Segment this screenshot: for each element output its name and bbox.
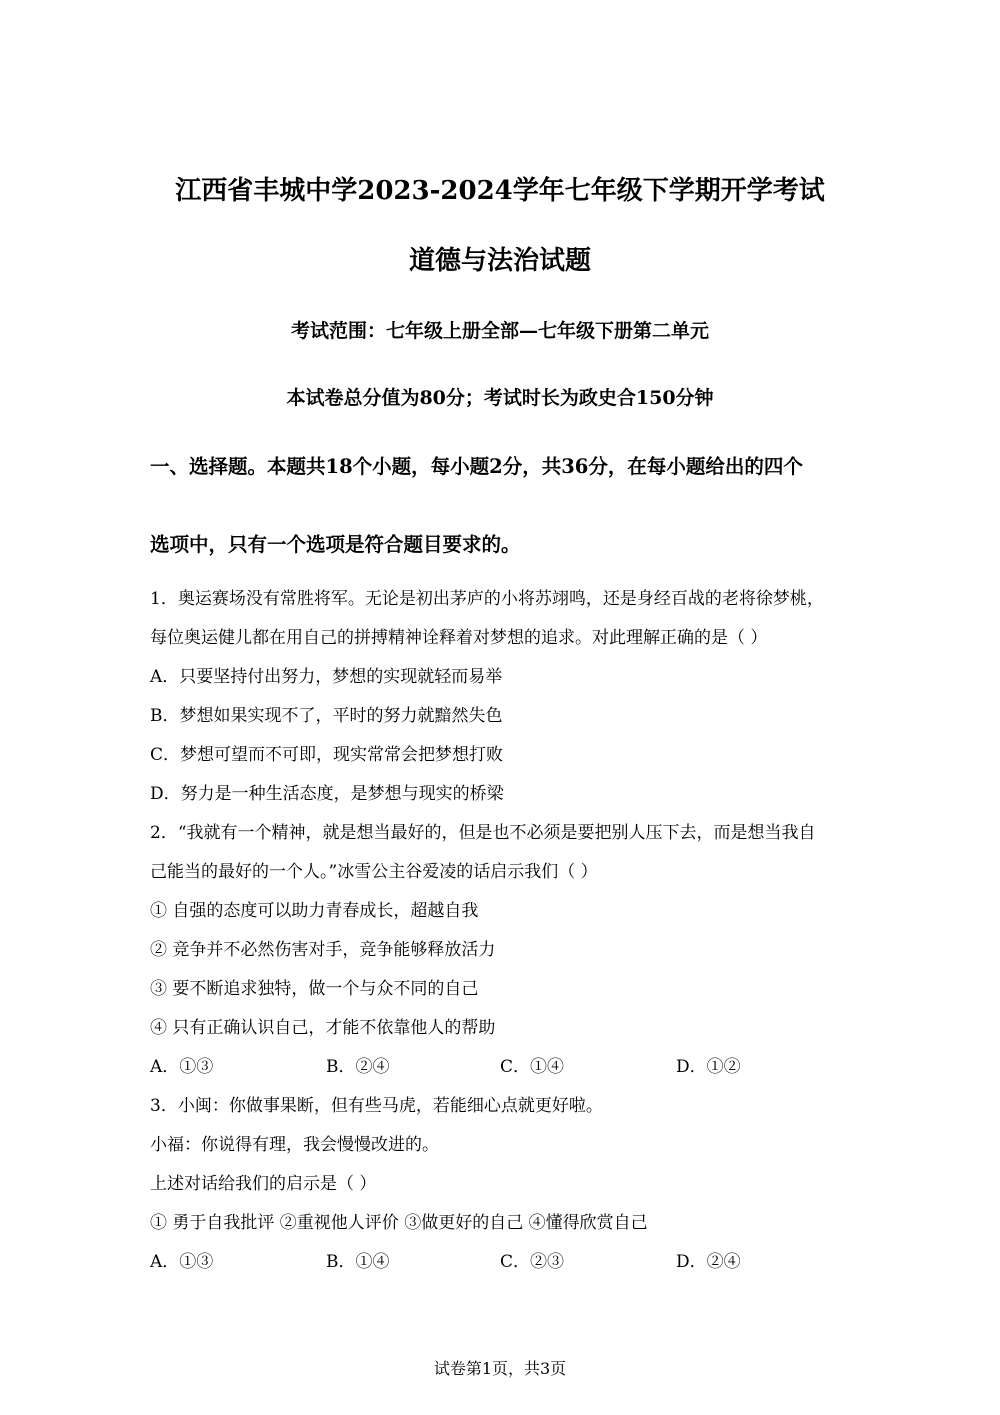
page-footer: 试卷第1页，共3页 — [433, 1359, 567, 1378]
question-3-statements: ① 勇于自我批评 ②重视他人评价 ③做更好的自己 ④懂得欣赏自己 — [150, 1213, 648, 1233]
exam-title: 江西省丰城中学2023-2024学年七年级下学期开学考试 — [175, 176, 825, 206]
question-1-option-b: B．梦想如果实现不了，平时的努力就黯然失色 — [150, 706, 503, 726]
question-2-option-b: B．②④ — [326, 1057, 390, 1077]
question-3-option-d: D．②④ — [676, 1252, 741, 1272]
question-2-option-c: C．①④ — [500, 1057, 565, 1077]
question-1-stem-line1: 1．奥运赛场没有常胜将军。无论是初出茅庐的小将苏翊鸣，还是身经百战的老将徐梦桃， — [150, 589, 824, 609]
question-2-stem-line2: 己能当的最好的一个人。”冰雪公主谷爱凌的话启示我们（ ） — [150, 862, 598, 882]
section-heading-line1: 一、选择题。本题共18个小题，每小题2分，共36分，在每小题给出的四个 — [150, 455, 803, 478]
question-1-option-c: C．梦想可望而不可即，现实常常会把梦想打败 — [150, 745, 504, 765]
question-2-option-d: D．①② — [676, 1057, 741, 1077]
question-2-stem-line1: 2．“我就有一个精神，就是想当最好的，但是也不必须是要把别人压下去，而是想当我自 — [150, 823, 816, 843]
question-3-option-c: C．②③ — [500, 1252, 565, 1272]
question-3-option-b: B．①④ — [326, 1252, 390, 1272]
question-3-stem-line1: 3．小闽：你做事果断，但有些马虎，若能细心点就更好啦。 — [150, 1096, 603, 1116]
question-3-option-a: A．①③ — [150, 1252, 214, 1272]
question-2-statement-2: ② 竞争并不必然伤害对手，竞争能够释放活力 — [150, 940, 496, 960]
section-heading-line2: 选项中，只有一个选项是符合题目要求的。 — [150, 533, 521, 556]
question-1-stem-line2: 每位奥运健儿都在用自己的拼搏精神诠释着对梦想的追求。对此理解正确的是（ ） — [150, 628, 768, 648]
question-2-option-a: A．①③ — [150, 1057, 214, 1077]
question-1-option-a: A．只要坚持付出努力，梦想的实现就轻而易举 — [150, 667, 503, 687]
question-2-statement-3: ③ 要不断追求独特，做一个与众不同的自己 — [150, 979, 479, 999]
exam-subtitle: 道德与法治试题 — [408, 246, 591, 276]
exam-score-info: 本试卷总分值为80分；考试时长为政史合150分钟 — [286, 387, 714, 409]
question-2-statement-4: ④ 只有正确认识自己，才能不依靠他人的帮助 — [150, 1018, 496, 1038]
question-2-statement-1: ① 自强的态度可以助力青春成长，超越自我 — [150, 901, 479, 921]
question-3-stem-line3: 上述对话给我们的启示是（ ） — [150, 1174, 377, 1194]
question-1-option-d: D．努力是一种生活态度，是梦想与现实的桥梁 — [150, 784, 504, 804]
exam-scope: 考试范围：七年级上册全部—七年级下册第二单元 — [290, 320, 709, 342]
question-3-stem-line2: 小福：你说得有理，我会慢慢改进的。 — [150, 1135, 439, 1155]
